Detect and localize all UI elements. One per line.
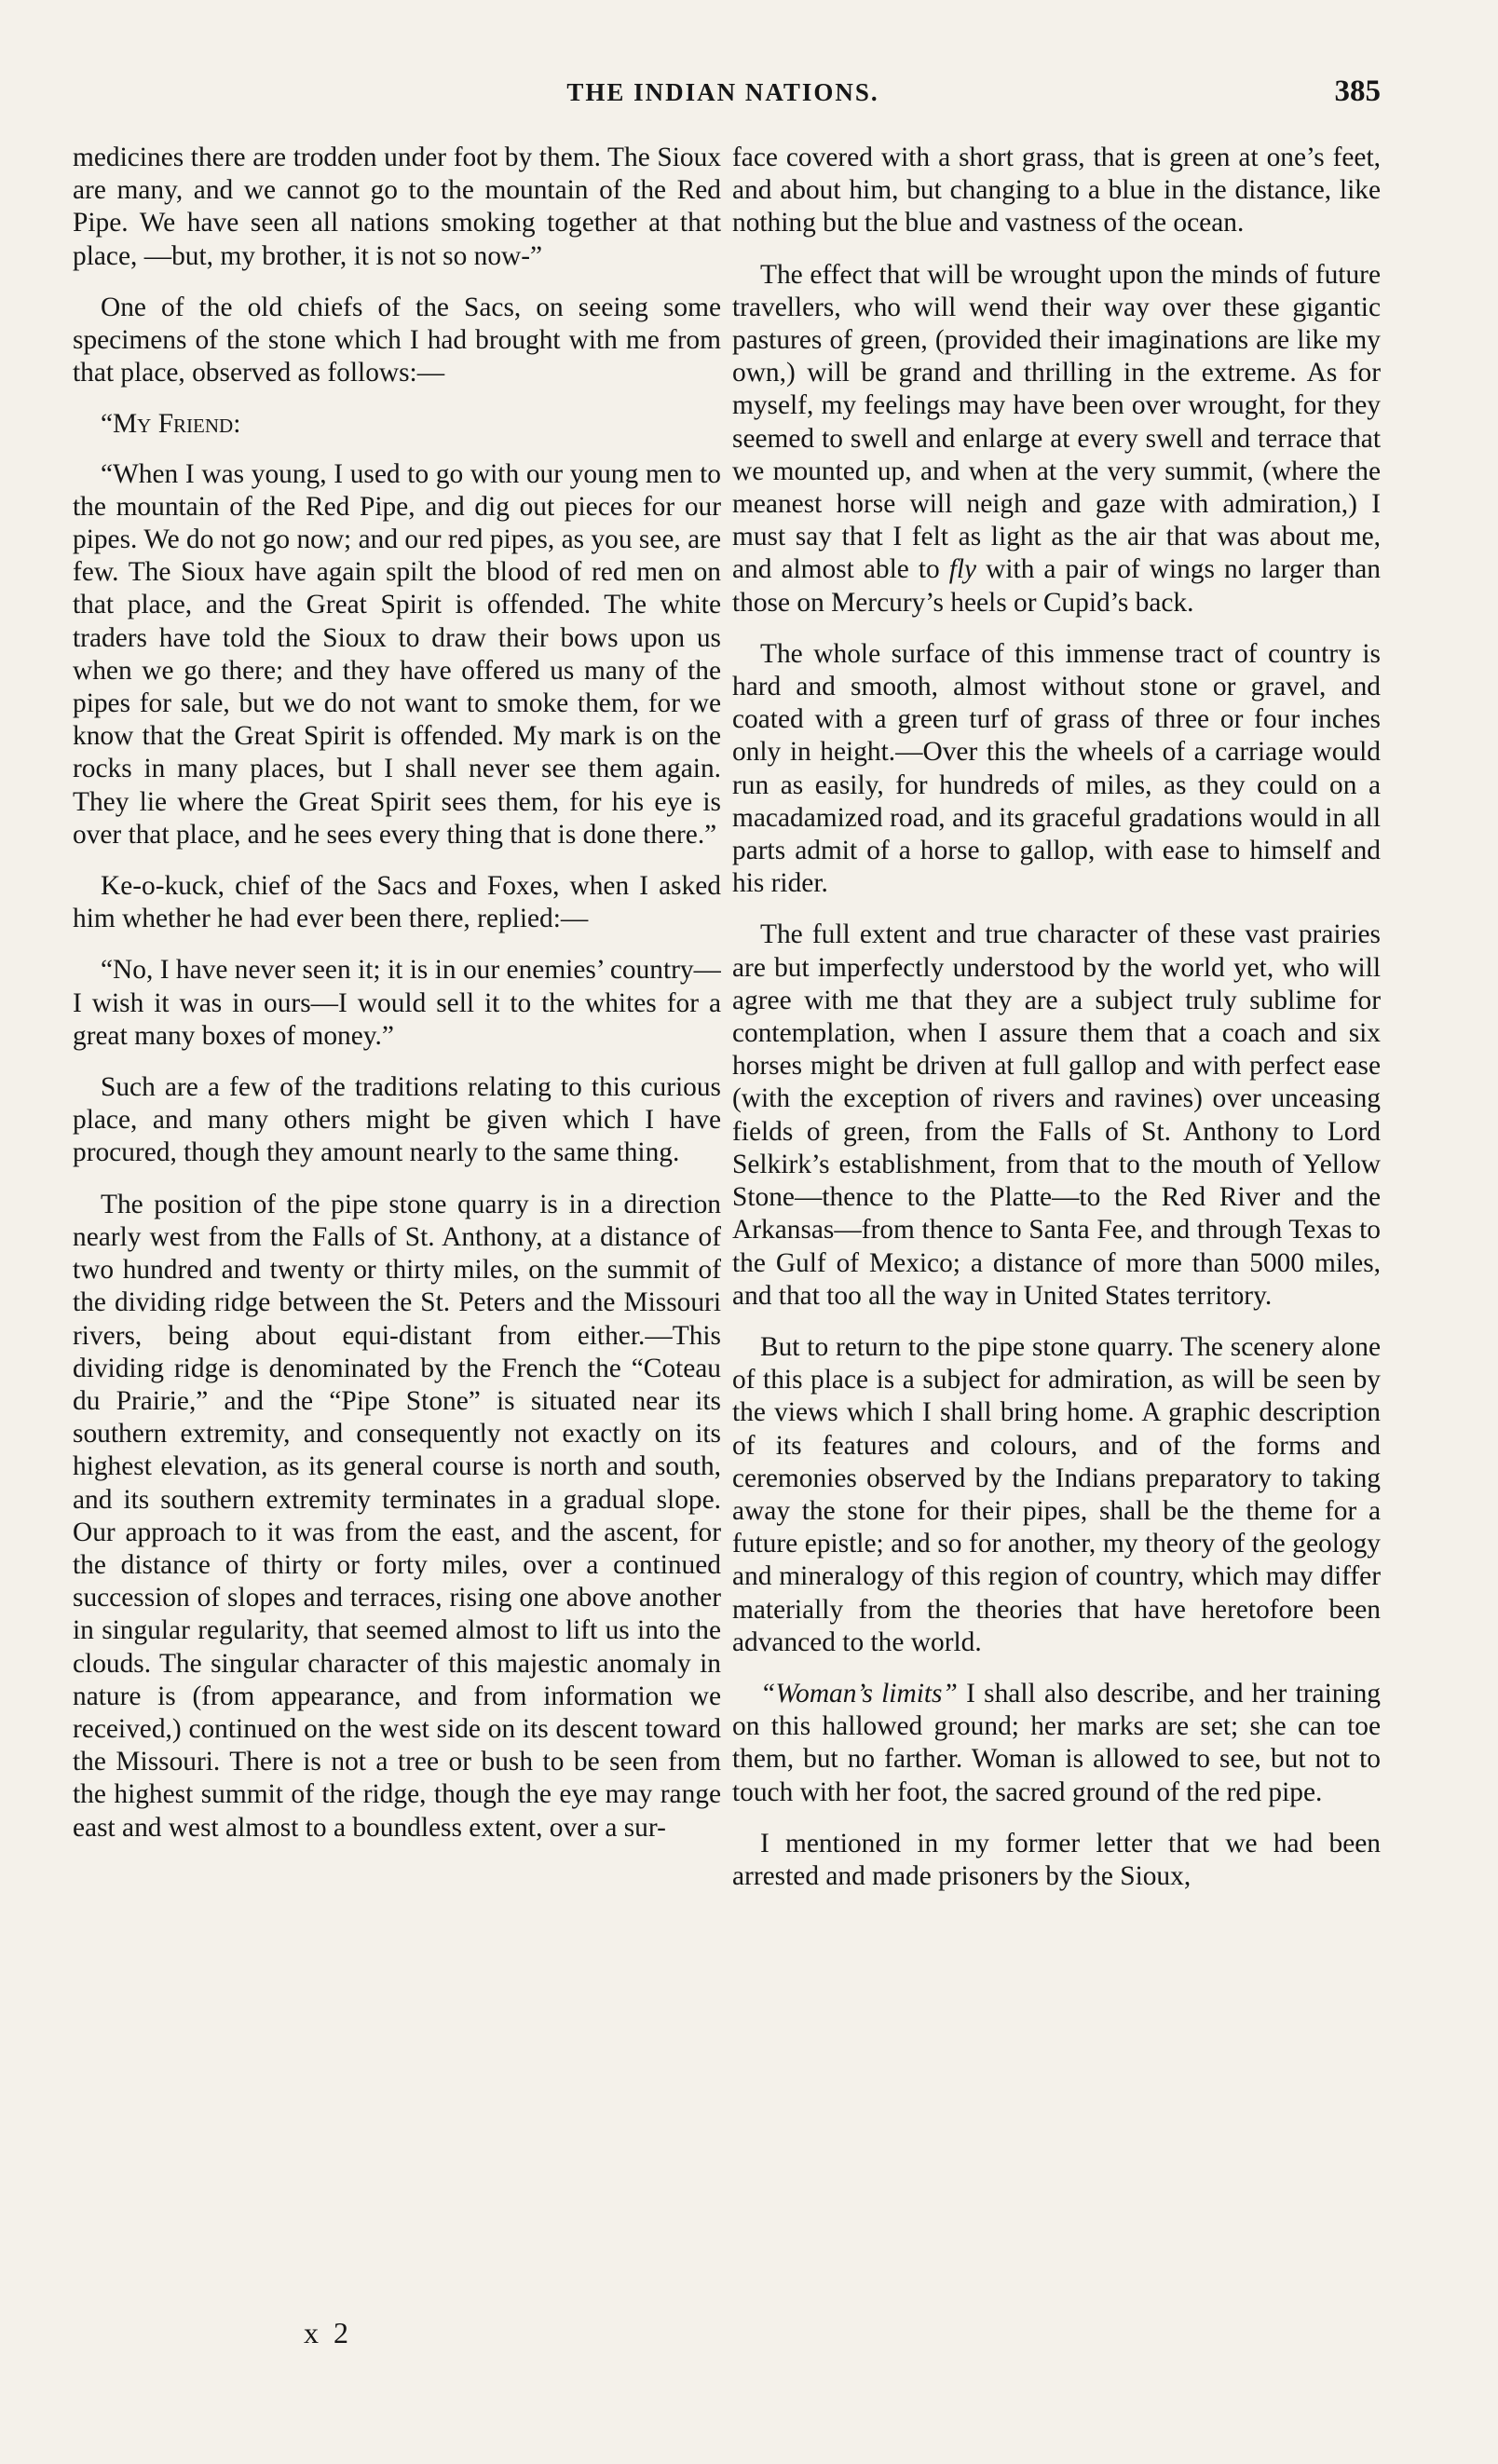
paragraph: One of the old chiefs of the Sacs, on seeing some specimens of the stone which I had brought with me from that place, observed as follows:— [73, 292, 721, 388]
quoted-speech: “No, I have never seen it; it is in our enemies’ country—I wish it was in ours—I would sell it to the whites for a great many boxes of money.” [73, 955, 721, 1051]
paragraph: face covered with a short grass, that is green at one’s feet, and about him, but changing to a blue in the distance, like nothing but the blue and vastness of the ocean. [732, 143, 1381, 238]
paragraph-text: with a pair of wings no larger than those on Mercury’s heels or Cupid’s back. [732, 554, 1381, 618]
italic-word: fly [948, 554, 977, 585]
paragraph: The position of the pipe stone quarry is in a direction nearly west from the Falls of St. Anthony, at a distance of two hundred and twenty or thirty miles, on the summit of the dividing ridge between the St. Peters and the Missouri rivers, being about equi-distant from either.—This dividing ridge is denominated by the French the “Coteau du Prairie,” and the “Pipe Stone” is situated near its southern extremity, and consequently not exactly on its highest elevation, as its general course is north and south, and its southern extremity terminates in a gradual slope. Our approach to it was from the east, and the ascent, for the distance of thirty or forty miles, over a continued succession of slopes and terraces, rising one above another in singular regularity, that seemed almost to lift us into the clouds. The singular character of this majestic anomaly in nature is (from appearance, and from information we received,) continued on the west side on its descent toward the Missouri. There is not a tree or bush to be seen from the highest summit of the ridge, though the eye may range east and west almost to a boundless extent, over a sur- [73, 1189, 721, 1843]
paragraph: The whole surface of this immense tract of country is hard and smooth, almost without stone or gravel, and coated with a green turf of grass of three or four inches only in height.—Over this the wheels of a carriage would run as easily, for hundreds of miles, as they could on a macadamized road, and its graceful gradations would in all parts admit of a horse to gallop, with ease to himself and his rider. [732, 638, 1381, 899]
paragraph: The full extent and true character of these vast prairies are but imperfectly understood by the world yet, who will agree with me that they are a subject truly sublime for contemplation, when I assure them that a coach and six horses might be driven at full gallop and with perfect ease (with the exception of rivers and ravines) over unceasing fields of green, from the Falls of St. Anthony to Lord Selkirk’s establishment, from that to the mouth of Yellow Stone—thence to the Platte—to the Red River and the Arkansas—from thence to Santa Fee, and through Texas to the Gulf of Mexico; a distance of more than 5000 miles, and that too all the way in United States territory. [732, 919, 1381, 1311]
right-column [732, 142, 1381, 2312]
signature-mark: x 2 [304, 2316, 352, 2349]
paragraph: Ke-o-kuck, chief of the Sacs and Foxes, when I asked him whether he had ever been there, replied:— [73, 871, 721, 934]
paragraph-text: I shall also describe, and her training on this hallowed ground; her marks are set; she can toe them, but no farther. Woman is allowed to see, but not to touch with her foot, the sacred ground of the red pipe. [732, 1678, 1381, 1807]
left-column [73, 142, 721, 2312]
paragraph-text: The effect that will be wrought upon the minds of future travellers, who will wend their way over these gigantic pastures of green, (provided their imaginations are like my own,) will be grand and thrilling in the extreme. As for myself, my feelings may have been over wrought, for they seemed to swell and enlarge at every swell and terrace that we mounted up, and when at the very summit, (where the meanest horse will neigh and gaze with admiration,) I must say that I felt as light as the air that was about me, and almost able to [732, 259, 1381, 585]
paragraph: But to return to the pipe stone quarry. The scenery alone of this place is a subject for admiration, as will be seen by the views which I shall bring home. A graphic description of its features and colours, and of the forms and ceremonies observed by the Indians preparatory to taking away the stone for their pipes, shall be the theme for a future epistle; and so for another, my theory of the geology and mineralogy of this region of country, which may differ materially from the theories that have heretofore been advanced to the world. [732, 1331, 1381, 1657]
page-header [65, 75, 1381, 125]
paragraph [732, 259, 1381, 619]
letter-salutation: “My Friend: [101, 409, 241, 440]
quoted-speech: “When I was young, I used to go with our young men to the mountain of the Red Pipe, and dig out pieces for our pipes. We do not go now; and our red pipes, as you see, are few. The Sioux have again spilt the blood of red men on that place, and the Great Spirit is offended. The white traders have told the Sioux to draw their bows upon us when we go there; and they have offered us many of the pipes for sale, but we do not want to smoke them, for we know that the Great Spirit is offended. My mark is on the rocks in many places, but I shall never see them again. They lie where the Great Spirit sees them, for his eye is over that place, and he sees every thing that is done there.” [73, 458, 721, 850]
paragraph [732, 1678, 1381, 1809]
italic-phrase: “Woman’s limits” [760, 1678, 958, 1708]
paragraph: I mentioned in my former letter that we had been arrested and made prisoners by the Sioux, [732, 1828, 1381, 1891]
paragraph: medicines there are trodden under foot by them. The Sioux are many, and we cannot go to the mountain of the Red Pipe. We have seen all nations smoking together at that place, —but, my brother, it is not so now-” [73, 143, 721, 271]
running-title: THE INDIAN NATIONS. [566, 78, 879, 106]
paragraph: Such are a few of the traditions relating to this curious place, and many others might be given which I have procured, though they amount nearly to the same thing. [73, 1072, 721, 1168]
page-number: 385 [1334, 75, 1381, 108]
